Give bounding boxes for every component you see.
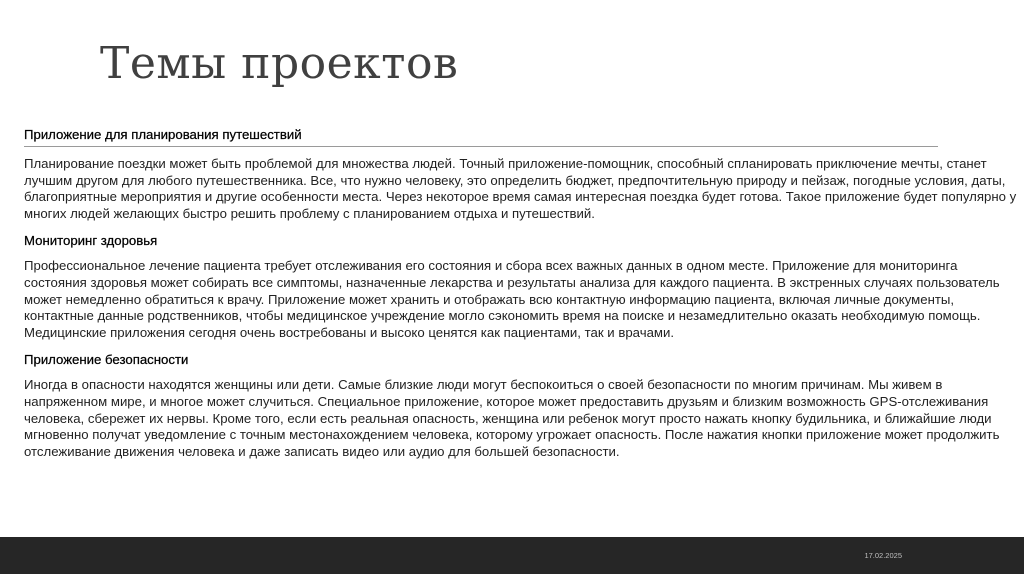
footer-bar xyxy=(0,537,1024,574)
slide-content xyxy=(24,126,1020,460)
section-heading-safety: Приложение безопасности xyxy=(24,352,189,368)
slide-title: Темы проектов xyxy=(100,38,459,89)
section-body-safety: Иногда в опасности находятся женщины или дети. Самые близкие люди могут беспокоиться о своей безопасности по многим причинам. Мы живем в напряженном мире, и многое может случиться. Специальное приложение, которое может предоставить друзьям и близким возможность GPS-отслеживания человека, сбережет их нервы. Кроме того, если есть реальная опасность, женщина или ребенок могут просто нажать кнопку будильника, и ближайшие люди мгновенно получат уведомление с точным местонахождением человека, которому угрожает опасность. После нажатия кнопки приложение может продолжить отслеживание движения человека и даже записать видео или аудио для большей безопасности. xyxy=(24,377,1000,459)
section-body-health: Профессиональное лечение пациента требует отслеживания его состояния и сбора всех важных данных в одном месте. Приложение для мониторинга состояния здоровья может собирать все симптомы, назначенные лекарства и результаты анализа для каждого пациента. В экстренных случаях пользователь может немедленно обратиться к врачу. Приложение может хранить и отображать всю контактную информацию пациента, включая личные документы, контактные данные родственников, чтобы медицинское учреждение могло сэкономить время на поиске и незамедлительно оказать необходимую помощь. Медицинские приложения сегодня очень востребованы и высоко ценятся как пациентами, так и врачами. xyxy=(24,258,1000,340)
section-heading-health: Мониторинг здоровья xyxy=(24,233,158,249)
section-body-travel: Планирование поездки может быть проблемой для множества людей. Точный приложение-помощник, способный спланировать приключение мечты, станет лучшим другом для любого путешественника. Все, что нужно человеку, это определить бюджет, предпочтительную природу и пейзаж, погодные условия, даты, благоприятные мероприятия и другие особенности места. Через некоторое время самая интересная поездка будет готова. Такое приложение будет популярно у многих людей желающих быстро решить проблему с планированием отдыха и путешествий. xyxy=(24,156,1017,221)
section-heading-travel: Приложение для планирования путешествий xyxy=(24,126,938,147)
footer-date: 17.02.2025 xyxy=(864,551,902,560)
